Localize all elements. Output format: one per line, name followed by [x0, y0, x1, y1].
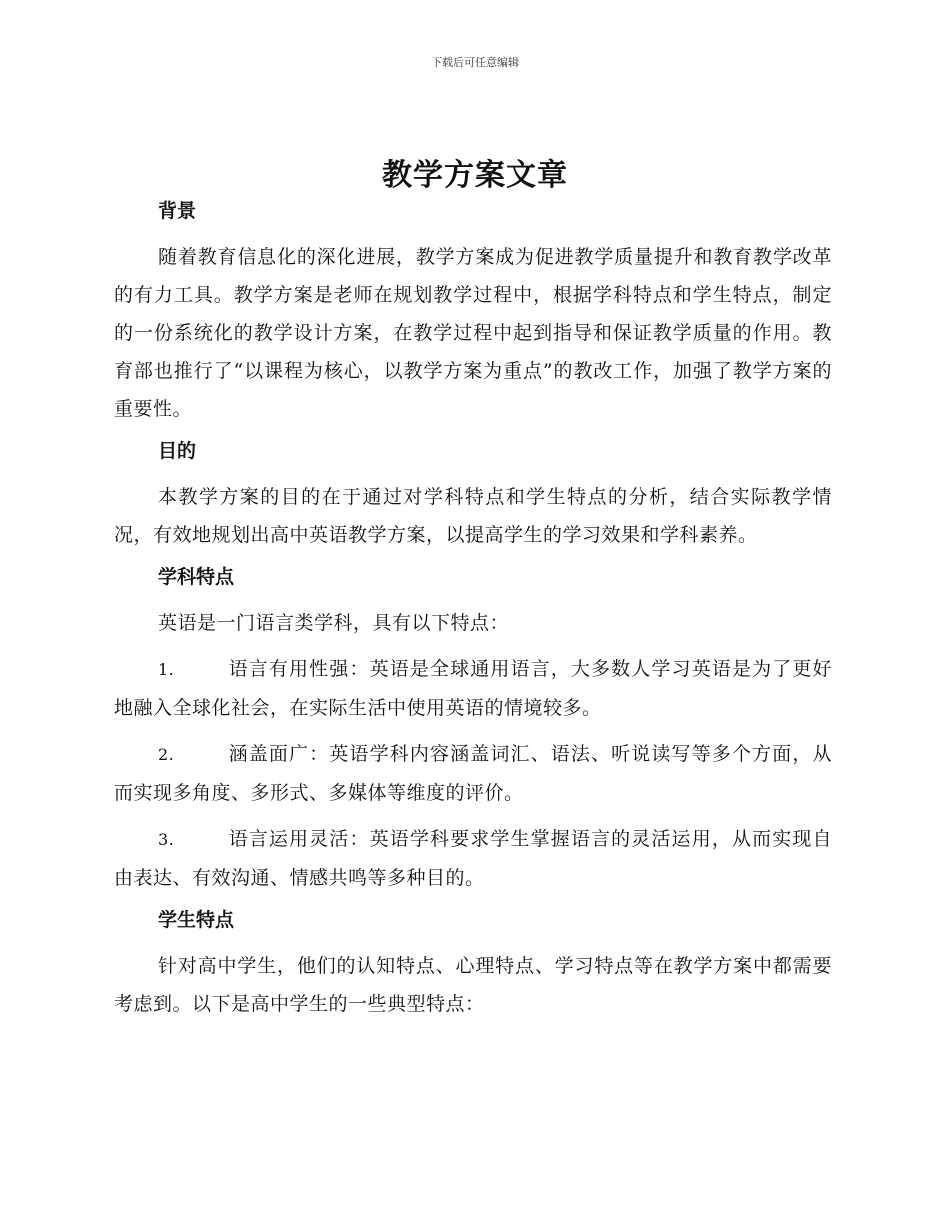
document-body: [114, 196, 832, 1031]
subject-intro: 英语是一门语言类学科，具有以下特点：: [158, 612, 510, 634]
list-item-number: 2.: [158, 745, 175, 764]
document-title: 教学方案文章: [382, 158, 568, 193]
purpose-paragraph: 本教学方案的目的在于通过对学科特点和学生特点的分析，结合实际教学情况，有效地规划出高中英语教学方案，以提高学生的学习效果和学科素养。: [114, 486, 832, 546]
page-header-note: 下载后可任意编辑: [431, 56, 519, 69]
section-heading-purpose: 目的: [158, 440, 197, 462]
section-heading-students: 学生特点: [158, 909, 235, 931]
subject-list-item: [114, 820, 832, 897]
subject-list-item: [114, 650, 832, 727]
background-paragraph: 随着教育信息化的深化进展，教学方案成为促进教学质量提升和教育教学改革的有力工具。教学方案是老师在规划教学过程中，根据学科特点和学生特点，制定的一份系统化的教学设计方案，在教学过程中起到指导和保证教学质量的作用。教育部也推行了“以课程为核心，以教学方案为重点”的教改工作，加强了教学方案的重要性。: [114, 246, 832, 420]
list-item-text: 涵盖面广：英语学科内容涵盖词汇、语法、听说读写等多个方面，从而实现多角度、多形式、多媒体等维度的评价。: [114, 743, 832, 804]
section-heading-subject: 学科特点: [158, 566, 235, 588]
section-heading-background: 背景: [158, 200, 197, 222]
list-item-text: 语言有用性强：英语是全球通用语言，大多数人学习英语是为了更好地融入全球化社会，在实际生活中使用英语的情境较多。: [114, 658, 832, 719]
list-item-text: 语言运用灵活：英语学科要求学生掌握语言的灵活运用，从而实现自由表达、有效沟通、情感共鸣等多种目的。: [114, 828, 832, 889]
list-item-number: 3.: [158, 830, 175, 849]
students-paragraph: 针对高中学生，他们的认知特点、心理特点、学习特点等在教学方案中都需要考虑到。以下是高中学生的一些典型特点：: [114, 955, 832, 1015]
subject-list-item: [114, 735, 832, 812]
list-item-number: 1.: [158, 660, 175, 679]
